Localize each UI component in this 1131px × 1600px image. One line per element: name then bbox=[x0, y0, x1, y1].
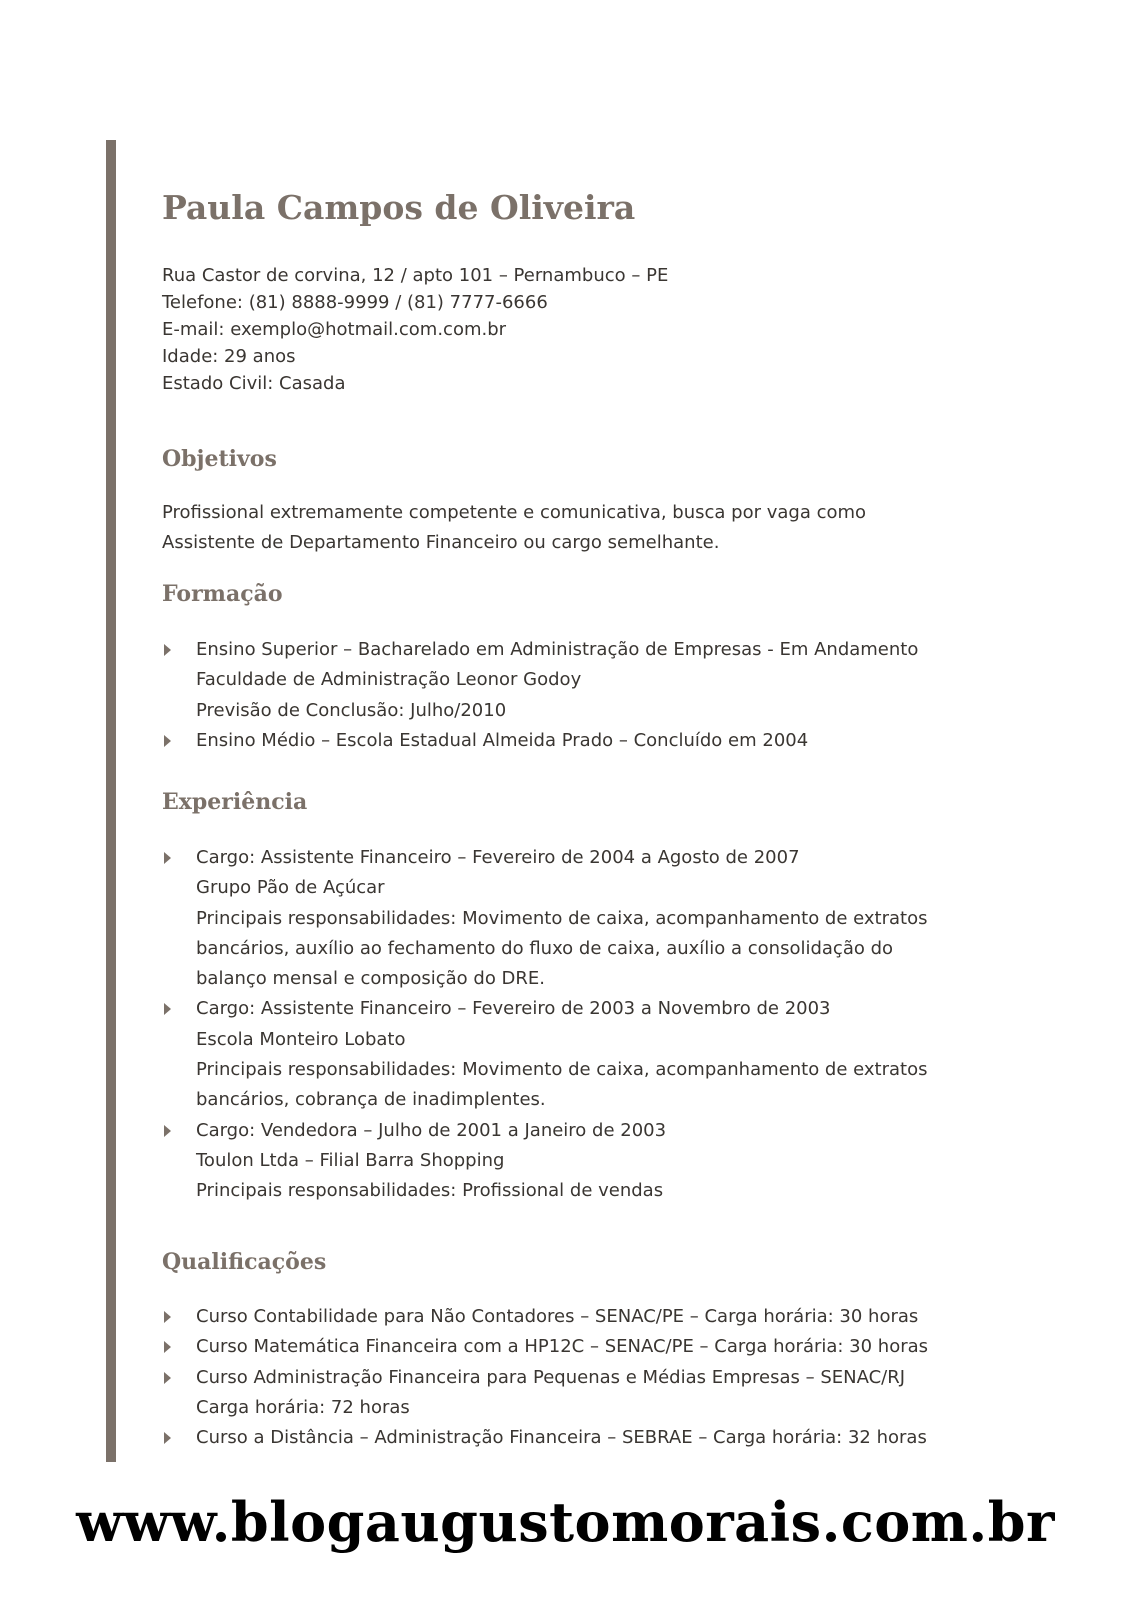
item-line: Curso Administração Financeira para Pequenas e Médias Empresas – SENAC/RJ bbox=[196, 1366, 906, 1388]
objetivos-text bbox=[162, 498, 866, 558]
item-line: Cargo: Assistente Financeiro – Fevereiro de 2003 a Novembro de 2003 bbox=[196, 998, 831, 1020]
item-line: Ensino Médio – Escola Estadual Almeida Prado – Concluído em 2004 bbox=[196, 729, 809, 751]
bullet-arrow-icon bbox=[164, 1341, 171, 1353]
section-heading-experiencia: Experiência bbox=[162, 789, 308, 815]
age: Idade: 29 anos bbox=[162, 346, 296, 367]
list-item bbox=[162, 726, 918, 756]
phone: Telefone: (81) 8888-9999 / (81) 7777-6666 bbox=[162, 292, 548, 313]
list-item bbox=[162, 635, 918, 726]
list-item bbox=[162, 1116, 928, 1207]
experiencia-list bbox=[162, 843, 928, 1207]
bullet-arrow-icon bbox=[164, 1432, 171, 1444]
item-line: Escola Monteiro Lobato bbox=[196, 1028, 406, 1050]
marital-status: Estado Civil: Casada bbox=[162, 373, 346, 394]
bullet-arrow-icon bbox=[164, 852, 171, 864]
item-line: Curso Contabilidade para Não Contadores – SENAC/PE – Carga horária: 30 horas bbox=[196, 1306, 919, 1327]
objetivos-line: Profissional extremamente competente e comunicativa, busca por vaga como bbox=[162, 502, 867, 523]
item-line: Curso Matemática Financeira com a HP12C – SENAC/PE – Carga horária: 30 horas bbox=[196, 1336, 929, 1358]
item-line: Cargo: Assistente Financeiro – Fevereiro de 2004 a Agosto de 2007 bbox=[196, 847, 800, 868]
objetivos-line: Assistente de Departamento Financeiro ou cargo semelhante. bbox=[162, 532, 720, 553]
item-line: Principais responsabilidades: Movimento de caixa, acompanhamento de extratos bbox=[196, 907, 928, 929]
address: Rua Castor de corvina, 12 / apto 101 – Pernambuco – PE bbox=[162, 265, 669, 286]
item-line: Principais responsabilidades: Profissional de vendas bbox=[196, 1180, 664, 1202]
list-item bbox=[162, 1423, 928, 1453]
item-line: Carga horária: 72 horas bbox=[196, 1396, 410, 1418]
item-line: Toulon Ltda – Filial Barra Shopping bbox=[196, 1149, 505, 1171]
formacao-list bbox=[162, 635, 918, 756]
list-item bbox=[162, 1332, 928, 1362]
qualificacoes-list bbox=[162, 1302, 928, 1453]
item-line: Principais responsabilidades: Movimento de caixa, acompanhamento de extratos bbox=[196, 1059, 928, 1081]
accent-bar bbox=[106, 140, 116, 1462]
bullet-arrow-icon bbox=[164, 735, 171, 747]
section-heading-qualificacoes: Qualificações bbox=[162, 1249, 327, 1275]
list-item bbox=[162, 994, 928, 1115]
bullet-arrow-icon bbox=[164, 644, 171, 656]
footer-watermark-url: www.blogaugustomorais.com.br bbox=[76, 1490, 1055, 1554]
bullet-arrow-icon bbox=[164, 1372, 171, 1384]
section-heading-formacao: Formação bbox=[162, 581, 283, 607]
candidate-name: Paula Campos de Oliveira bbox=[162, 188, 636, 227]
bullet-arrow-icon bbox=[164, 1125, 171, 1137]
item-line: Curso a Distância – Administração Financeira – SEBRAE – Carga horária: 32 horas bbox=[196, 1427, 927, 1449]
item-line: Grupo Pão de Açúcar bbox=[196, 877, 385, 899]
item-line: Ensino Superior – Bacharelado em Administração de Empresas - Em Andamento bbox=[196, 639, 919, 660]
item-line: balanço mensal e composição do DRE. bbox=[196, 968, 546, 990]
email: E-mail: exemplo@hotmail.com.com.br bbox=[162, 319, 507, 340]
list-item bbox=[162, 1363, 928, 1424]
section-heading-objetivos: Objetivos bbox=[162, 446, 277, 472]
list-item bbox=[162, 843, 928, 994]
bullet-arrow-icon bbox=[164, 1311, 171, 1323]
item-line: Previsão de Conclusão: Julho/2010 bbox=[196, 699, 507, 721]
item-line: bancários, cobrança de inadimplentes. bbox=[196, 1089, 546, 1111]
item-line: Cargo: Vendedora – Julho de 2001 a Janeiro de 2003 bbox=[196, 1119, 667, 1141]
list-item bbox=[162, 1302, 928, 1332]
item-line: bancários, auxílio ao fechamento do fluxo de caixa, auxílio a consolidação do bbox=[196, 937, 894, 959]
contact-block bbox=[162, 262, 668, 397]
bullet-arrow-icon bbox=[164, 1003, 171, 1015]
item-line: Faculdade de Administração Leonor Godoy bbox=[196, 669, 582, 691]
